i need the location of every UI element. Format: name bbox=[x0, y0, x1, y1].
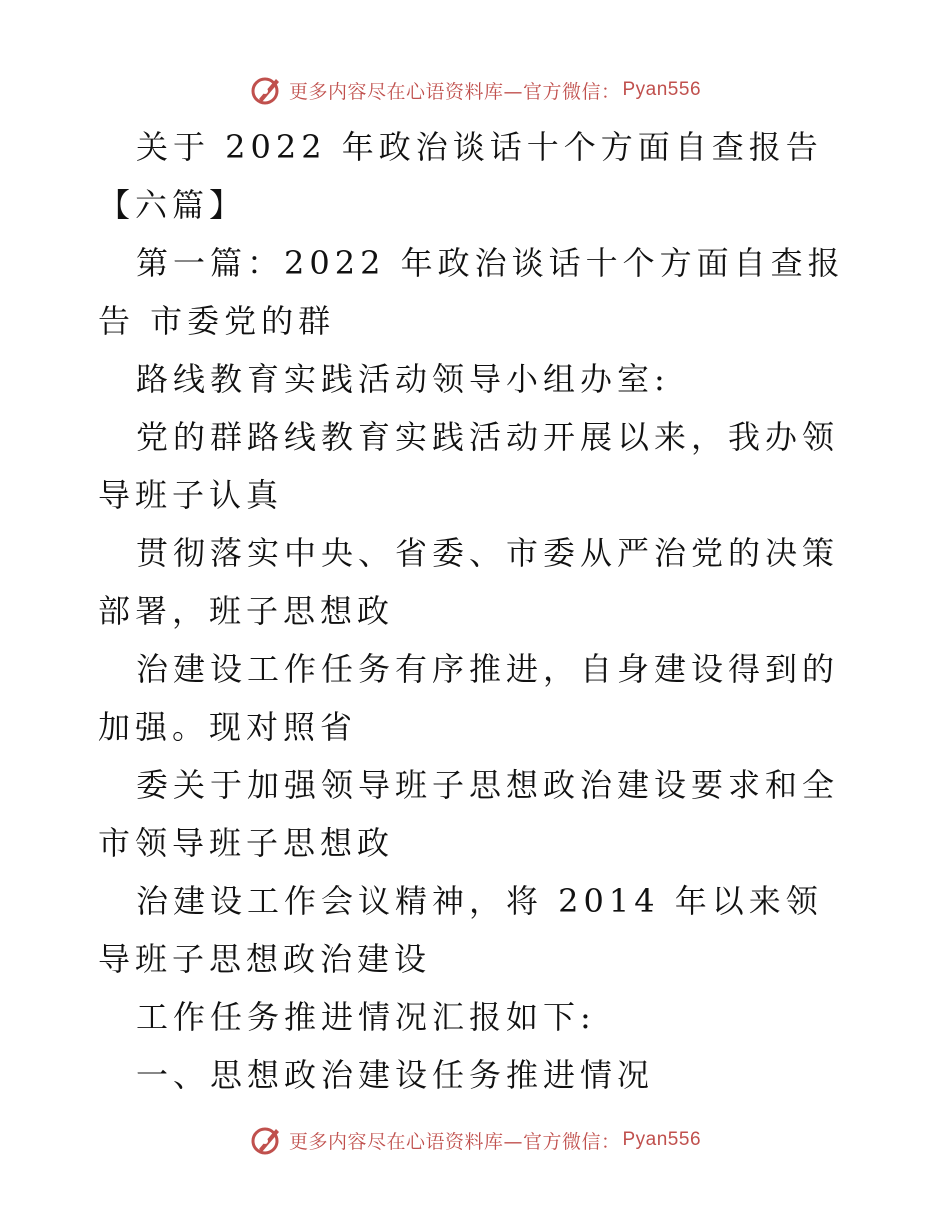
subsection-heading: 一、思想政治建设任务推进情况 bbox=[136, 1056, 655, 1094]
section-heading: 第一篇：2022 年政治谈话十个方面自查报告 市委党的群 bbox=[98, 244, 845, 340]
watermark-footer bbox=[0, 1120, 950, 1160]
pen-in-circle-icon bbox=[249, 1123, 283, 1157]
document-body bbox=[98, 118, 858, 1104]
watermark-wechat-id: Pyan556 bbox=[622, 1129, 702, 1150]
watermark-wechat-id: Pyan556 bbox=[622, 79, 702, 100]
watermark-header bbox=[0, 70, 950, 110]
pen-in-circle-icon bbox=[249, 73, 283, 107]
watermark-text: 更多内容尽在心语资料库—官方微信： bbox=[288, 1130, 621, 1153]
watermark-text: 更多内容尽在心语资料库—官方微信： bbox=[288, 80, 621, 103]
document-title: 关于 2022 年政治谈话十个方面自查报告【六篇】 bbox=[98, 128, 823, 224]
body-paragraph: 委关于加强领导班子思想政治建设要求和全市领导班子思想政 bbox=[98, 766, 840, 862]
body-paragraph: 治建设工作任务有序推进，自身建设得到的加强。现对照省 bbox=[98, 650, 840, 746]
body-paragraph: 党的群路线教育实践活动开展以来，我办领导班子认真 bbox=[98, 418, 840, 514]
body-paragraph: 路线教育实践活动领导小组办室: bbox=[136, 360, 670, 398]
body-paragraph: 治建设工作会议精神，将 2014 年以来领导班子思想政治建设 bbox=[98, 882, 823, 978]
body-paragraph: 贯彻落实中央、省委、市委从严治党的决策部署，班子思想政 bbox=[98, 534, 840, 630]
body-paragraph: 工作任务推进情况汇报如下: bbox=[136, 998, 596, 1036]
